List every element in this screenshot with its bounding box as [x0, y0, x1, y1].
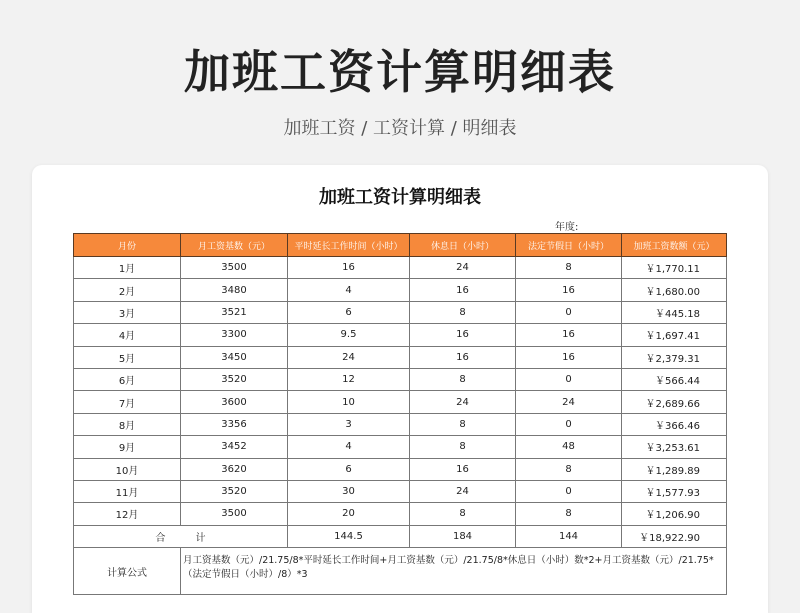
cell-base-salary: 3521: [181, 301, 288, 323]
table-row: [74, 279, 727, 301]
total-holiday: 144: [516, 525, 622, 547]
table-row: [74, 480, 727, 502]
cell-rest-day: 8: [410, 503, 516, 525]
cell-overtime-pay: ￥1,577.93: [622, 480, 727, 502]
cell-month: 3月: [74, 301, 181, 323]
cell-month: 9月: [74, 436, 181, 458]
cell-holiday: 16: [516, 279, 622, 301]
cell-base-salary: 3300: [181, 324, 288, 346]
cell-month: 12月: [74, 503, 181, 525]
cell-month: 1月: [74, 257, 181, 279]
cell-overtime-pay: ￥366.46: [622, 413, 727, 435]
cell-rest-day: 16: [410, 458, 516, 480]
document-preview-card: [32, 165, 768, 613]
cell-base-salary: 3356: [181, 413, 288, 435]
header-overtime-pay: 加班工资数额（元）: [622, 234, 727, 257]
formula-row: [74, 548, 727, 595]
table-row: [74, 436, 727, 458]
cell-weekday-overtime: 3: [288, 413, 410, 435]
cell-rest-day: 24: [410, 257, 516, 279]
table-header-row: [74, 234, 727, 257]
cell-weekday-overtime: 9.5: [288, 324, 410, 346]
cell-weekday-overtime: 10: [288, 391, 410, 413]
formula-label: 计算公式: [74, 548, 181, 595]
header-holiday: 法定节假日（小时）: [516, 234, 622, 257]
cell-holiday: 8: [516, 503, 622, 525]
header-weekday-overtime: 平时延长工作时间（小时）: [288, 234, 410, 257]
cell-overtime-pay: ￥566.44: [622, 368, 727, 390]
cell-weekday-overtime: 16: [288, 257, 410, 279]
page-subtitle: 加班工资 / 工资计算 / 明细表: [283, 118, 517, 139]
cell-base-salary: 3452: [181, 436, 288, 458]
cell-weekday-overtime: 12: [288, 368, 410, 390]
cell-month: 2月: [74, 279, 181, 301]
cell-holiday: 24: [516, 391, 622, 413]
cell-weekday-overtime: 6: [288, 458, 410, 480]
total-overtime: 144.5: [288, 525, 410, 547]
cell-base-salary: 3500: [181, 503, 288, 525]
table-row: [74, 391, 727, 413]
table-row: [74, 301, 727, 323]
cell-month: 11月: [74, 480, 181, 502]
table-row: [74, 458, 727, 480]
cell-weekday-overtime: 4: [288, 436, 410, 458]
table-row: [74, 346, 727, 368]
cell-overtime-pay: ￥1,770.11: [622, 257, 727, 279]
cell-holiday: 0: [516, 368, 622, 390]
cell-rest-day: 8: [410, 413, 516, 435]
cell-month: 8月: [74, 413, 181, 435]
overtime-table: [73, 233, 727, 595]
cell-month: 7月: [74, 391, 181, 413]
cell-weekday-overtime: 4: [288, 279, 410, 301]
cell-month: 6月: [74, 368, 181, 390]
cell-base-salary: 3620: [181, 458, 288, 480]
header-rest-day: 休息日（小时）: [410, 234, 516, 257]
cell-rest-day: 16: [410, 279, 516, 301]
cell-holiday: 16: [516, 324, 622, 346]
cell-rest-day: 8: [410, 436, 516, 458]
cell-base-salary: 3520: [181, 480, 288, 502]
total-row: [74, 525, 727, 547]
cell-holiday: 16: [516, 346, 622, 368]
cell-overtime-pay: ￥1,206.90: [622, 503, 727, 525]
cell-base-salary: 3600: [181, 391, 288, 413]
cell-overtime-pay: ￥3,253.61: [622, 436, 727, 458]
total-amount: ￥18,922.90: [622, 525, 727, 547]
cell-rest-day: 24: [410, 480, 516, 502]
cell-holiday: 0: [516, 413, 622, 435]
page-title: 加班工资计算明细表: [184, 45, 616, 99]
cell-base-salary: 3520: [181, 368, 288, 390]
cell-overtime-pay: ￥1,289.89: [622, 458, 727, 480]
cell-overtime-pay: ￥445.18: [622, 301, 727, 323]
cell-rest-day: 8: [410, 301, 516, 323]
cell-weekday-overtime: 24: [288, 346, 410, 368]
header-base-salary: 月工资基数（元）: [181, 234, 288, 257]
cell-holiday: 0: [516, 480, 622, 502]
table-row: [74, 324, 727, 346]
table-row: [74, 257, 727, 279]
cell-rest-day: 16: [410, 324, 516, 346]
cell-weekday-overtime: 20: [288, 503, 410, 525]
cell-base-salary: 3450: [181, 346, 288, 368]
cell-holiday: 8: [516, 257, 622, 279]
table-row: [74, 413, 727, 435]
cell-rest-day: 24: [410, 391, 516, 413]
table-row: [74, 503, 727, 525]
header-month: 月份: [74, 234, 181, 257]
cell-overtime-pay: ￥1,697.41: [622, 324, 727, 346]
table-row: [74, 368, 727, 390]
cell-rest-day: 8: [410, 368, 516, 390]
cell-month: 4月: [74, 324, 181, 346]
cell-weekday-overtime: 6: [288, 301, 410, 323]
cell-weekday-overtime: 30: [288, 480, 410, 502]
cell-overtime-pay: ￥1,680.00: [622, 279, 727, 301]
cell-month: 5月: [74, 346, 181, 368]
cell-overtime-pay: ￥2,379.31: [622, 346, 727, 368]
cell-rest-day: 16: [410, 346, 516, 368]
total-rest: 184: [410, 525, 516, 547]
cell-overtime-pay: ￥2,689.66: [622, 391, 727, 413]
sheet-title: 加班工资计算明细表: [319, 187, 481, 208]
cell-month: 10月: [74, 458, 181, 480]
cell-base-salary: 3480: [181, 279, 288, 301]
cell-holiday: 8: [516, 458, 622, 480]
cell-holiday: 0: [516, 301, 622, 323]
cell-holiday: 48: [516, 436, 622, 458]
year-label: 年度:: [555, 222, 579, 233]
total-label: 合 计: [74, 525, 288, 547]
formula-text: 月工资基数（元）/21.75/8*平时延长工作时间+月工资基数（元）/21.75/8*休息日（小时）数*2+月工资基数（元）/21.75*（法定节假日（小时）/8）*3: [181, 548, 727, 595]
cell-base-salary: 3500: [181, 257, 288, 279]
